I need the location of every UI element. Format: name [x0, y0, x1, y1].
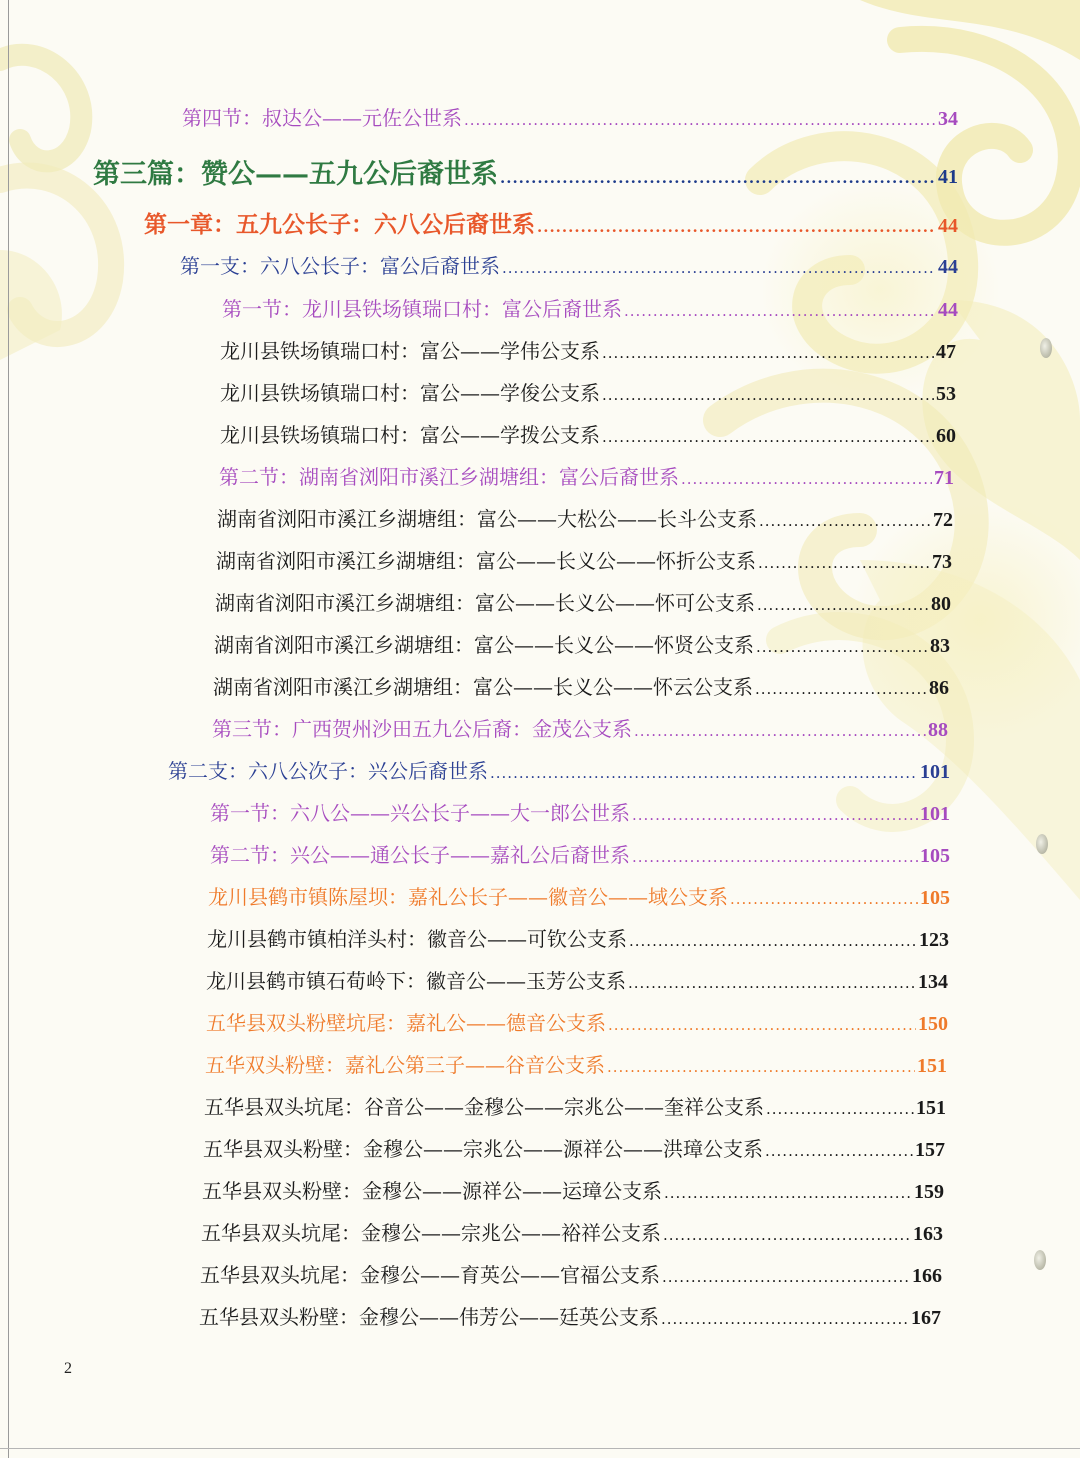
toc-leader-dots: [759, 512, 931, 530]
toc-entry[interactable]: [220, 419, 956, 448]
toc-leader-dots: [490, 764, 918, 782]
toc-entry-page: 105: [920, 887, 950, 909]
toc-entry[interactable]: [220, 377, 956, 406]
toc-leader-dots: [602, 386, 934, 404]
toc-leader-dots: [502, 259, 936, 277]
toc-leader-dots: [629, 932, 917, 950]
toc-entry-title: 湖南省浏阳市溪江乡湖塘组：富公——长义公——怀贤公支系: [214, 633, 754, 657]
toc-entry-title: 第四节：叔达公——元佐公世系: [182, 106, 462, 130]
toc-entry-page: 44: [938, 215, 958, 237]
toc-entry[interactable]: [217, 503, 953, 532]
toc-entry[interactable]: [204, 1091, 946, 1120]
toc-leader-dots: [634, 722, 926, 740]
toc-entry-page: 101: [920, 761, 950, 783]
toc-entry-title: 第二支：六八公次子：兴公后裔世系: [168, 759, 488, 783]
toc-entry-title: 第一节：龙川县铁场镇瑞口村：富公后裔世系: [222, 297, 622, 321]
toc-entry-title: 湖南省浏阳市溪江乡湖塘组：富公——长义公——怀云公支系: [213, 675, 753, 699]
toc-leader-dots: [664, 1184, 912, 1202]
page-number: 2: [64, 1360, 72, 1377]
toc-entry-title: 龙川县鹤市镇柏洋头村：徽音公——可钦公支系: [207, 927, 627, 951]
toc-entry[interactable]: [213, 671, 949, 700]
toc-entry[interactable]: [182, 102, 958, 131]
toc-entry[interactable]: [203, 1133, 945, 1162]
toc-entry-page: 34: [938, 108, 958, 130]
toc-leader-dots: [500, 169, 936, 187]
toc-entry[interactable]: [200, 1259, 942, 1288]
toc-leader-dots: [757, 596, 929, 614]
toc-leader-dots: [464, 111, 936, 129]
toc-entry-title: 五华双头粉壁：嘉礼公第三子——谷音公支系: [205, 1053, 605, 1077]
toc-entry-page: 134: [918, 971, 948, 993]
toc-entry-title: 第一节：六八公——兴公长子——大一郎公世系: [210, 801, 630, 825]
toc-entry-page: 105: [920, 845, 950, 867]
toc-entry-title: 五华县双头坑尾：金穆公——育英公——官福公支系: [200, 1263, 660, 1287]
toc-entry[interactable]: [208, 881, 950, 910]
toc-entry[interactable]: [206, 1007, 948, 1036]
toc-entry[interactable]: [205, 1049, 947, 1078]
toc-entry-title: 第一章：五九公长子：六八公后裔世系: [144, 211, 535, 238]
toc-entry[interactable]: [210, 797, 950, 826]
toc-leader-dots: [602, 428, 934, 446]
toc-entry-title: 五华县双头坑尾：金穆公——宗兆公——裕祥公支系: [201, 1221, 661, 1245]
toc-entry-page: 86: [929, 677, 949, 699]
toc-entry-page: 41: [938, 166, 958, 188]
toc-entry[interactable]: [202, 1175, 944, 1204]
toc-leader-dots: [730, 890, 918, 908]
toc-entry-page: 167: [911, 1307, 941, 1329]
toc-entry-page: 157: [915, 1139, 945, 1161]
toc-entry[interactable]: [144, 206, 958, 239]
toc-entry-title: 第三篇：赞公——五九公后裔世系: [93, 159, 498, 190]
toc-entry-title: 五华县双头粉壁：金穆公——宗兆公——源祥公——洪璋公支系: [203, 1137, 763, 1161]
toc-entry-title: 湖南省浏阳市溪江乡湖塘组：富公——长义公——怀可公支系: [215, 591, 755, 615]
toc-entry-page: 163: [913, 1223, 943, 1245]
toc-leader-dots: [602, 344, 934, 362]
toc-leader-dots: [766, 1100, 914, 1118]
toc-entry-title: 湖南省浏阳市溪江乡湖塘组：富公——大松公——长斗公支系: [217, 507, 757, 531]
toc-leader-dots: [624, 302, 936, 320]
toc-entry-page: 166: [912, 1265, 942, 1287]
toc-entry-page: 53: [936, 383, 956, 405]
toc-entry-title: 龙川县鹤市镇石荀岭下：徽音公——玉芳公支系: [206, 969, 626, 993]
toc-entry-page: 151: [917, 1055, 947, 1077]
toc-entry-page: 44: [938, 256, 958, 278]
toc-entry-page: 150: [918, 1013, 948, 1035]
toc-entry[interactable]: [199, 1301, 941, 1330]
toc-leader-dots: [661, 1310, 909, 1328]
toc-entry[interactable]: [214, 629, 950, 658]
toc-leader-dots: [632, 806, 918, 824]
toc-entry-title: 第一支：六八公长子：富公后裔世系: [180, 254, 500, 278]
toc-entry[interactable]: [93, 152, 958, 191]
toc-entry[interactable]: [210, 839, 950, 868]
toc-entry-title: 五华县双头粉壁：金穆公——伟芳公——廷英公支系: [199, 1305, 659, 1329]
toc-entry[interactable]: [220, 335, 956, 364]
toc-leader-dots: [628, 974, 916, 992]
toc-leader-dots: [755, 680, 927, 698]
toc-entry-page: 72: [933, 509, 953, 531]
toc-entry-title: 湖南省浏阳市溪江乡湖塘组：富公——长义公——怀折公支系: [216, 549, 756, 573]
toc-entry[interactable]: [216, 545, 952, 574]
toc-entry-title: 五华县双头坑尾：谷音公——金穆公——宗兆公——奎祥公支系: [204, 1095, 764, 1119]
toc-leader-dots: [756, 638, 928, 656]
toc-entry[interactable]: [212, 713, 948, 742]
toc-entry-page: 83: [930, 635, 950, 657]
toc-entry-page: 101: [920, 803, 950, 825]
toc-leader-dots: [662, 1268, 910, 1286]
toc-entry-title: 第二节：湖南省浏阳市溪江乡湖塘组：富公后裔世系: [219, 465, 679, 489]
toc-entry-page: 159: [914, 1181, 944, 1203]
toc-leader-dots: [608, 1016, 916, 1034]
toc-entry[interactable]: [201, 1217, 943, 1246]
toc-entry[interactable]: [222, 293, 958, 322]
toc-entry[interactable]: [168, 755, 950, 784]
toc-leader-dots: [681, 470, 932, 488]
toc-entry-title: 龙川县铁场镇瑞口村：富公——学拨公支系: [220, 423, 600, 447]
toc-leader-dots: [537, 218, 936, 236]
toc-leader-dots: [607, 1058, 915, 1076]
toc-entry-page: 73: [932, 551, 952, 573]
toc-entry[interactable]: [215, 587, 951, 616]
toc-entry-page: 88: [928, 719, 948, 741]
toc-entry-page: 71: [934, 467, 954, 489]
toc-entry-page: 80: [931, 593, 951, 615]
toc-entry-title: 第二节：兴公——通公长子——嘉礼公后裔世系: [210, 843, 630, 867]
toc-leader-dots: [663, 1226, 911, 1244]
toc-entry-page: 60: [936, 425, 956, 447]
toc-leader-dots: [632, 848, 918, 866]
toc-leader-dots: [758, 554, 930, 572]
toc-entry-page: 123: [919, 929, 949, 951]
toc-entry-title: 龙川县铁场镇瑞口村：富公——学伟公支系: [220, 339, 600, 363]
toc-entry[interactable]: [207, 923, 949, 952]
toc-entry-title: 五华县双头粉壁：金穆公——源祥公——运璋公支系: [202, 1179, 662, 1203]
toc-entry[interactable]: [206, 965, 948, 994]
toc-entry-title: 龙川县铁场镇瑞口村：富公——学俊公支系: [220, 381, 600, 405]
toc-entry-page: 44: [938, 299, 958, 321]
toc-entry-title: 第三节：广西贺州沙田五九公后裔：金茂公支系: [212, 717, 632, 741]
toc-entry[interactable]: [219, 461, 954, 490]
toc-leader-dots: [765, 1142, 913, 1160]
toc-entry[interactable]: [180, 250, 958, 279]
toc-entry-title: 龙川县鹤市镇陈屋坝：嘉礼公长子——徽音公——域公支系: [208, 885, 728, 909]
toc-entry-title: 五华县双头粉壁坑尾：嘉礼公——德音公支系: [206, 1011, 606, 1035]
toc-entry-page: 47: [936, 341, 956, 363]
toc-entry-page: 151: [916, 1097, 946, 1119]
